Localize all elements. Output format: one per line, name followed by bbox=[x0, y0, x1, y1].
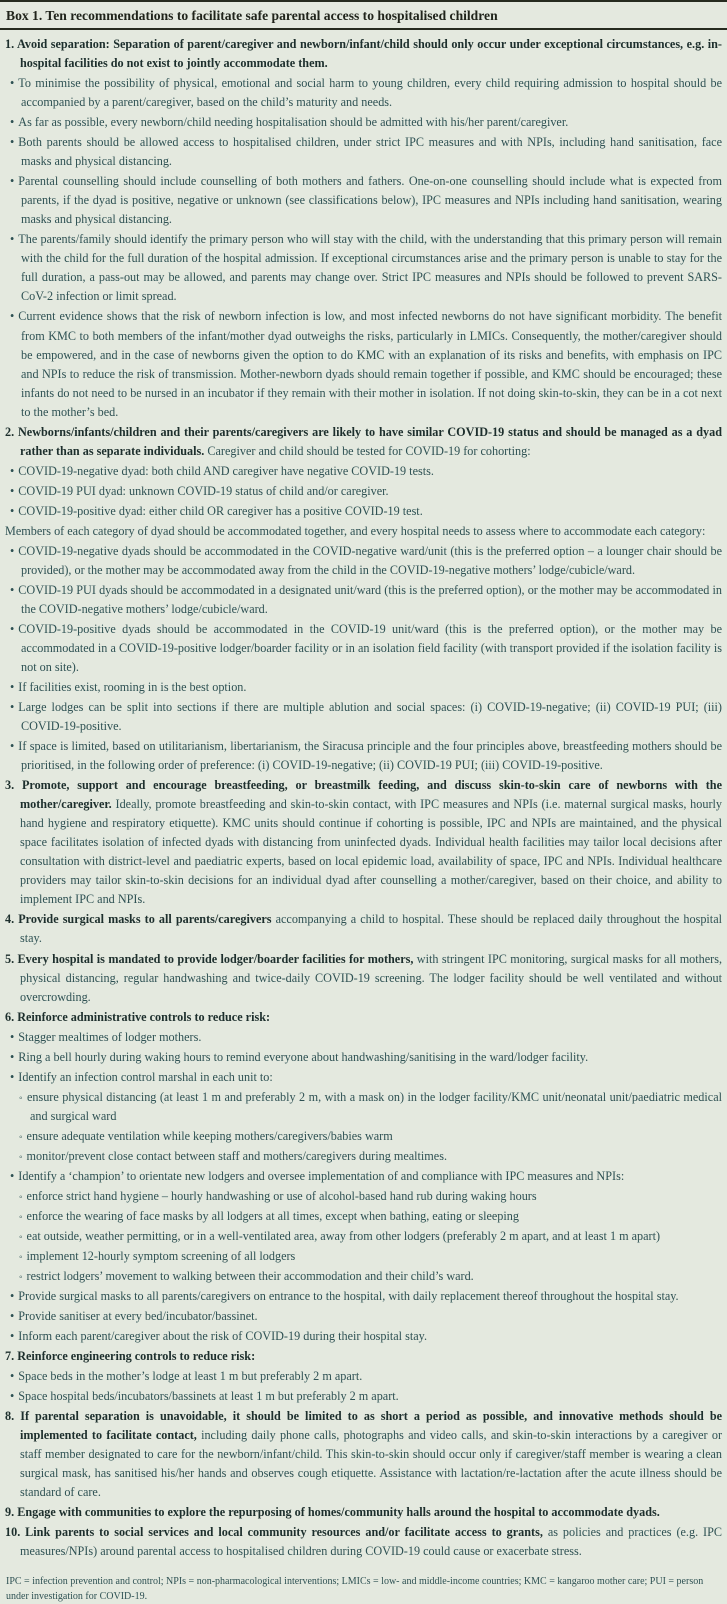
sub-bullet-icon: ◦ bbox=[19, 1191, 23, 1203]
bullet-text: Identify a ‘champion’ to orientate new lodgers and oversee implementation of and compliance with IPC measures and NPIs: bbox=[18, 1168, 625, 1183]
numbered-item bbox=[5, 1523, 722, 1561]
bullet-icon: • bbox=[10, 115, 15, 130]
bullet-text: Stagger mealtimes of lodger mothers. bbox=[18, 1029, 202, 1044]
sub-bullet-item bbox=[5, 1227, 722, 1246]
sub-bullet-icon: ◦ bbox=[19, 1151, 23, 1163]
sub-bullet-icon: ◦ bbox=[19, 1131, 23, 1143]
bullet-text: COVID-19-positive dyads should be accommodated in the COVID-19 unit/ward (this is the preferred option), or the mother may be accommodated in a COVID-19-positive lodger/boarder facility or in an isolation field facility (with transport provided if the isolation facility is not on site). bbox=[18, 621, 722, 675]
bullet-icon: • bbox=[10, 174, 15, 189]
bullet-item bbox=[5, 1367, 722, 1386]
bullet-text: COVID-19 PUI dyads should be accommodated in a designated unit/ward (this is the preferred option), or the mother may be accommodated in the COVID-negative mothers’ lodge/cubicle/ward. bbox=[18, 582, 722, 616]
bullet-text: COVID-19-negative dyads should be accommodated in the COVID-negative ward/unit (this is the preferred option – a lounger chair should be provided), or the mother may be accommodated away from the child in the COVID-19-negative mothers’ lodge/cubicle/ward. bbox=[18, 543, 722, 577]
bullet-icon: • bbox=[10, 463, 15, 478]
bullet-icon: • bbox=[10, 1329, 15, 1344]
bullet-item bbox=[5, 230, 722, 306]
bullet-item bbox=[5, 172, 722, 229]
bullet-icon: • bbox=[10, 582, 15, 597]
bullet-text: COVID-19 PUI dyad: unknown COVID-19 status of child and/or caregiver. bbox=[18, 483, 389, 498]
item-rest: with stringent IPC monitoring, surgical masks for all mothers, physical distancing, regular handwashing and twice-daily COVID-19 screening. The lodger facility should be well ventilated and without overcrowding. bbox=[20, 951, 722, 1004]
bullet-icon: • bbox=[10, 1369, 15, 1384]
item-number: 6. bbox=[5, 1009, 18, 1024]
bullet-icon: • bbox=[10, 543, 15, 558]
bullet-text: eat outside, weather permitting, or in a well-ventilated area, away from other lodgers (preferably 2 m apart, and at least 1 m apart) bbox=[26, 1228, 661, 1243]
sub-bullet-item bbox=[5, 1147, 722, 1166]
sub-bullet-icon: ◦ bbox=[19, 1272, 23, 1283]
bullet-text: Parental counselling should include counselling of both mothers and fathers. One-on-one counselling should include what is expected from parents, if the dyad is positive, negative or unknown (see classifications below), IPC measures and NPIs including hand sanitisation, wearing masks and physical distancing. bbox=[18, 174, 722, 227]
bullet-item bbox=[5, 1327, 722, 1346]
bullet-icon: • bbox=[10, 700, 15, 715]
bullet-text: Both parents should be allowed access to hospitalised children, under strict IPC measures and with NPIs, including hand sanitisation, face masks and physical distancing. bbox=[18, 135, 722, 169]
item-lead: Engage with communities to explore the repurposing of homes/community halls around the hospital to accommodate dyads. bbox=[17, 1505, 660, 1520]
bullet-text: ensure adequate ventilation while keeping mothers/caregivers/babies warm bbox=[26, 1128, 393, 1143]
item-number: 4. bbox=[5, 912, 19, 927]
bullet-text: Ring a bell hourly during waking hours to remind everyone about handwashing/sanitising in the ward/lodger facility. bbox=[18, 1049, 589, 1064]
bullet-text: As far as possible, every newborn/child needing hospitalisation should be admitted with his/her parent/caregiver. bbox=[18, 115, 569, 130]
sub-bullet-item bbox=[5, 1247, 722, 1266]
sub-bullet-icon: ◦ bbox=[19, 1092, 23, 1104]
numbered-item bbox=[5, 1503, 722, 1522]
bullet-text: To minimise the possibility of physical, emotional and social harm to young children, every child requiring admission to hospital should be accompanied by a parent/caregiver, based on the child’s maturity and needs. bbox=[18, 76, 722, 110]
item-lead: Avoid separation: Separation of parent/caregiver and newborn/infant/child should only occur under exceptional circumstances, e.g. in-hospital facilities do not exist to jointly accommodate them. bbox=[17, 37, 722, 71]
numbered-item bbox=[5, 1347, 722, 1366]
bullet-text: restrict lodgers’ movement to walking between their accommodation and their child’s ward. bbox=[26, 1269, 474, 1283]
item-number: 7. bbox=[5, 1349, 18, 1364]
item-lead: Promote, support and encourage breastfeeding, or breastmilk feeding, and discuss skin-to-skin care of newborns with the mother/caregiver. bbox=[20, 778, 722, 812]
item-rest: Ideally, promote breastfeeding and skin-to-skin contact, with IPC measures and NPIs (i.e. maternal surgical masks, hourly hand hygiene and respiratory etiquette). KMC units should continue if cohorting is possible, IPC and NPIs are maintained, and the physical space facilitates isolation of infected dyads with distancing from uninfected dyads. Individual health facilities may tailor local decisions after consultation with district-level and paediatric experts, based on local epidemic load, availability of space, IPC and NPIs. Individual healthcare providers may tailor skin-to-skin decisions for an individual dyad after counselling a mother/caregiver, based on their choice, and ability to implement IPC and NPIs. bbox=[20, 797, 722, 907]
bullet-text: Space hospital beds/incubators/bassinets at least 1 m but preferably 2 m apart. bbox=[18, 1389, 399, 1404]
bullet-item bbox=[5, 113, 722, 132]
bullet-text: Inform each parent/caregiver about the risk of COVID-19 during their hospital stay. bbox=[18, 1329, 427, 1344]
bullet-icon: • bbox=[10, 1029, 15, 1044]
bullet-item bbox=[5, 542, 722, 580]
item-lead: Provide surgical masks to all parents/caregivers bbox=[18, 912, 272, 927]
bullet-item bbox=[5, 1028, 722, 1047]
bullet-item bbox=[5, 1068, 722, 1087]
item-number: 1. bbox=[5, 37, 17, 52]
numbered-item bbox=[5, 1407, 722, 1502]
bullet-item bbox=[5, 502, 722, 521]
box-content bbox=[0, 30, 727, 1561]
bullet-text: implement 12-hourly symptom screening of all lodgers bbox=[26, 1248, 296, 1263]
bullet-icon: • bbox=[10, 621, 15, 636]
item-lead: If parental separation is unavoidable, it should be limited to as short a period as possible, and innovative methods should be implemented to facilitate contact, bbox=[20, 1409, 723, 1443]
bullet-icon: • bbox=[10, 1309, 15, 1324]
bullet-item bbox=[5, 620, 722, 677]
item-lead: Every hospital is mandated to provide lodger/boarder facilities for mothers, bbox=[17, 951, 414, 966]
item-lead: Reinforce administrative controls to reduce risk: bbox=[17, 1009, 271, 1024]
bullet-item bbox=[5, 482, 722, 501]
bullet-text: enforce the wearing of face masks by all lodgers at all times, except when bathing, eating or sleeping bbox=[26, 1208, 519, 1223]
bullet-icon: • bbox=[10, 1389, 15, 1404]
item-lead: Newborns/infants/children and their parents/caregivers are likely to have similar COVID-19 status and should be managed as a dyad rather than as separate individuals. bbox=[18, 424, 722, 458]
bullet-item bbox=[5, 74, 722, 112]
item-rest: Caregiver and child should be tested for COVID-19 for cohorting: bbox=[204, 443, 531, 458]
item-number: 2. bbox=[5, 424, 18, 439]
bullet-item bbox=[5, 307, 722, 421]
bullet-text: Provide sanitiser at every bed/incubator/bassinet. bbox=[18, 1309, 258, 1324]
bullet-item bbox=[5, 1307, 722, 1326]
numbered-item bbox=[5, 776, 722, 909]
bullet-text: If space is limited, based on utilitarianism, libertarianism, the Siracusa principle and the four principles above, breastfeeding mothers should be prioritised, in the following order of preference: (i) COVID-19-negative; (ii) COVID-19 PUI; (iii) COVID-19-positive. bbox=[18, 739, 722, 773]
bullet-item bbox=[5, 1287, 722, 1306]
item-rest: as policies and practices (e.g. IPC measures/NPIs) around parental access to hospitalised children during COVID-19 could cause or exacerbate stress. bbox=[20, 1525, 723, 1559]
bullet-item bbox=[5, 581, 722, 619]
bullet-icon: • bbox=[10, 483, 15, 498]
sub-bullet-icon: ◦ bbox=[19, 1211, 23, 1223]
bullet-icon: • bbox=[10, 232, 15, 247]
bullet-icon: • bbox=[10, 1289, 15, 1304]
bullet-text: COVID-19-negative dyad: both child AND caregiver have negative COVID-19 tests. bbox=[18, 463, 434, 478]
item-number: 5. bbox=[5, 951, 18, 966]
numbered-item bbox=[5, 950, 722, 1007]
bullet-icon: • bbox=[10, 1069, 15, 1084]
item-number: 8. bbox=[5, 1409, 21, 1424]
bullet-item bbox=[5, 1167, 722, 1186]
paragraph bbox=[5, 522, 722, 541]
bullet-text: Current evidence shows that the risk of newborn infection is low, and most infected newborns do not have significant morbidity. The benefit from KMC to both members of the infant/mother dyad outweighs the risks, particularly in LMICs. Consequently, the mother/caregiver should be empowered, and in the case of newborns given the option to do KMC with an explanation of its risks and benefits, with emphasis on IPC and NPIs to reduce the risk of transmission. Mother-newborn dyads should remain together if possible, and KMC should be encouraged; these infants do not need to be nursed in an incubator if they remain with their mother in isolation. If not doing skin-to-skin, they can be in a cot next to the mother’s bed. bbox=[18, 309, 722, 419]
bullet-icon: • bbox=[10, 1168, 15, 1183]
bullet-text: If facilities exist, rooming in is the best option. bbox=[18, 680, 247, 695]
item-rest: accompanying a child to hospital. These should be replaced daily throughout the hospital stay. bbox=[20, 912, 722, 946]
bullet-icon: • bbox=[10, 680, 15, 695]
sub-bullet-icon: ◦ bbox=[19, 1231, 23, 1243]
item-number: 10. bbox=[5, 1525, 26, 1540]
item-lead: Link parents to social services and local community resources and/or facilitate access to grants, bbox=[25, 1525, 543, 1540]
bullet-icon: • bbox=[10, 309, 15, 324]
bullet-item bbox=[5, 678, 722, 697]
footnote: IPC = infection prevention and control; NPIs = non-pharmacological interventions; LMICs = low- and middle-income countries; KMC = kangaroo mother care; PUI = person under investigation for COVID-19. bbox=[6, 1576, 704, 1602]
numbered-item bbox=[5, 423, 722, 461]
bullet-icon: • bbox=[10, 503, 15, 518]
item-lead: Reinforce engineering controls to reduce risk: bbox=[17, 1349, 256, 1364]
item-number: 3. bbox=[5, 778, 22, 793]
bullet-text: monitor/prevent close contact between staff and mothers/caregivers during mealtimes. bbox=[26, 1148, 447, 1163]
bullet-item bbox=[5, 737, 722, 775]
bullet-item bbox=[5, 1048, 722, 1067]
bullet-item bbox=[5, 1387, 722, 1406]
bullet-icon: • bbox=[10, 76, 15, 91]
numbered-item bbox=[5, 1008, 722, 1027]
bullet-item bbox=[5, 133, 722, 171]
paragraph-text: Members of each category of dyad should be accommodated together, and every hospital needs to assess where to accommodate each category: bbox=[5, 523, 706, 538]
bullet-text: Space beds in the mother’s lodge at least 1 m but preferably 2 m apart. bbox=[18, 1369, 363, 1384]
bullet-icon: • bbox=[10, 1049, 15, 1064]
bullet-icon: • bbox=[10, 739, 15, 754]
bullet-text: Identify an infection control marshal in each unit to: bbox=[18, 1069, 273, 1084]
box-title: Box 1. Ten recommendations to facilitate safe parental access to hospitalised children bbox=[0, 2, 727, 30]
numbered-item bbox=[5, 910, 722, 948]
bullet-text: ensure physical distancing (at least 1 m and preferably 2 m, with a mask on) in the lodger facility/KMC unit/neonatal unit/paediatric medical and surgical ward bbox=[26, 1089, 722, 1123]
sub-bullet-icon: ◦ bbox=[19, 1251, 23, 1263]
bullet-item bbox=[5, 462, 722, 481]
item-number: 9. bbox=[5, 1505, 18, 1520]
numbered-item bbox=[5, 35, 722, 73]
sub-bullet-item bbox=[5, 1088, 722, 1126]
bullet-text: The parents/family should identify the primary person who will stay with the child, with the understanding that this primary person will remain with the child for the full duration of the hospital admission. If exceptional circumstances arise and the primary person is unable to stay for the full duration, a pass-out may be allowed, and parents may change over. Strict IPC measures and NPIs should be followed to prevent SARS-CoV-2 infection or limit spread. bbox=[18, 232, 722, 304]
bullet-text: COVID-19-positive dyad: either child OR caregiver has a positive COVID-19 test. bbox=[18, 503, 423, 518]
bullet-text: Provide surgical masks to all parents/caregivers on entrance to the hospital, with daily replacement thereof throughout the hospital stay. bbox=[18, 1289, 679, 1304]
sub-bullet-item bbox=[5, 1127, 722, 1146]
sub-bullet-item bbox=[5, 1187, 722, 1206]
bullet-text: enforce strict hand hygiene – hourly handwashing or use of alcohol-based hand rub during waking hours bbox=[26, 1188, 537, 1203]
sub-bullet-item bbox=[5, 1207, 722, 1226]
bullet-item bbox=[5, 698, 722, 736]
sub-bullet-item bbox=[5, 1267, 722, 1286]
bullet-icon: • bbox=[10, 135, 15, 150]
bullet-text: Large lodges can be split into sections if there are multiple ablution and social spaces: (i) COVID-19-negative; (ii) COVID-19 PUI; (iii) COVID-19-positive. bbox=[18, 700, 722, 734]
item-rest: including daily phone calls, photographs and video calls, and skin-to-skin interactions by a caregiver or staff member designated to care for the newborn/infant/child. This skin-to-skin should occur only if caregiver/staff member is wearing a clean surgical mask, has sanitised his/her hands and observes cough etiquette. Assistance with lactation/re-lactation after the acute illness should be standard of care. bbox=[20, 1428, 722, 1500]
